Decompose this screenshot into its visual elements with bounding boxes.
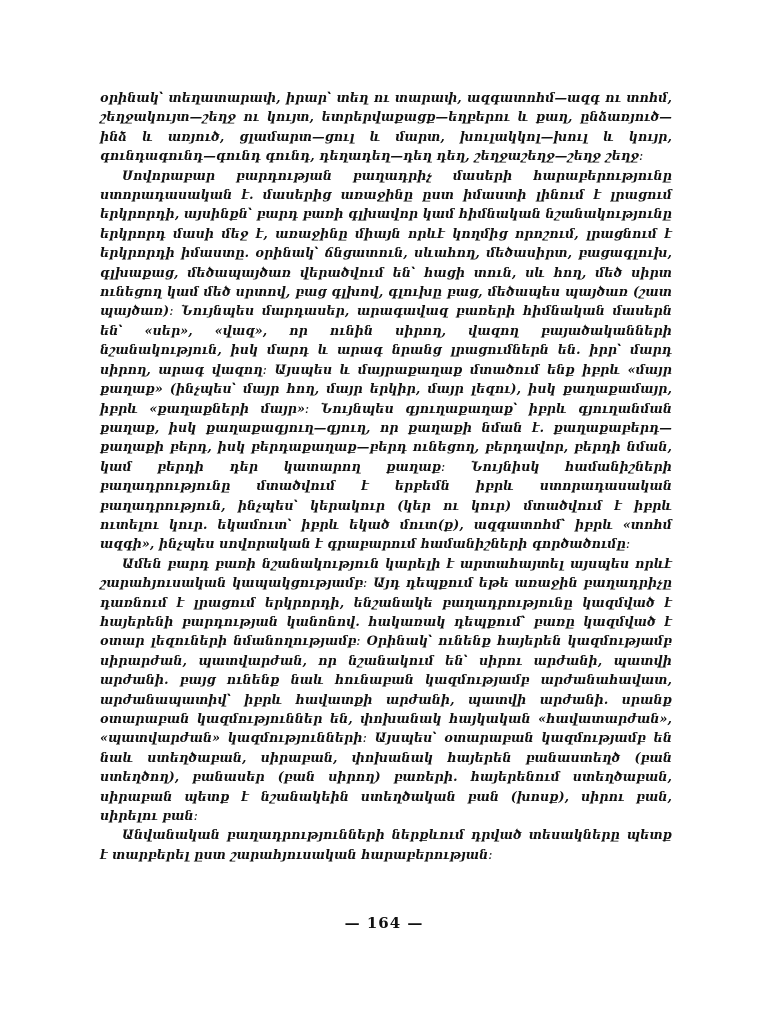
paragraph-2: Սովորաբար բարդության բաղադրիչ մասերի հարաբերությունը ստորադասական է. մասերից առաջինը ըստ իմաստի լինում է լրացում երկրորդի, այսինքն՝ բարդ բառի գլխավոր կամ հիմնական նշանակությունը երկրորդ մասի մեջ է, առաջինը միայն որևէ կողմից որոշում, լրացնում է երկրորդի իմաստը. օրինակ՝ ճնցատուն, սևահող, մեծասիրտ, բացագլուխ, գլխաքաց, մեծապայծառ վերածվում են՝ հացի տուն, սև հող, մեծ սիրտ ունեցող կամ մեծ սրտով, բաց գլխով, գլուխը բաց, մեծապես պայծառ (շատ պայծառ)։ Նույնպես մարդասեր, արագավազ բառերի հիմնական մասերն են՝ «սեր», «վազ», որ ունին սիրող, վազող բայածականների նշանակություն, իսկ մարդ և արագ նրանց լրացումներն են. իրր՝ մարդ սիրող, արագ վազող։ Այսպես և մայրաքաղաք մտածում ենք իբրև «մայր քաղաք» (ինչպես՝ մայր հող, մայր երկիր, մայր լեզու), իսկ քաղաքամայր, իբրև «քաղաքների մայր»։ Նույնպես գյուղաքաղաք՝ իբրև գյուղանման քաղաք, իսկ քաղաքագյուղ—գյուղ, որ քաղաքի նման է. քաղաքաբերդ—քաղաքի բերդ, իսկ բերդաքաղաք—բերդ ունեցող, բերդավոր, բերդի նման, կամ բերդի դեր կատարող քաղաք։ Նույնիսկ համանիշների բաղադրությունը մտածվում է երբեմն իբրև ստորադասական բաղադրություն, ինչպես՝ կերակուր (կեր ու կուր) մտածվում է իբրև ուտելու կուր. եկամուտ՝ իբրև եկած մուտ(ք), ազգատոհմ՝ իբրև «տոհմ ազգի», ինչպես սովորական է գրաբարում համանիշների գործածումը։ (100, 167, 673, 552)
paragraph-4: Անվանական բաղադրությունների ներքևում դրված տեսակները պետք է տարբերել ըստ շարահյուսական հարաբերության։ (100, 827, 672, 862)
page-body (100, 88, 672, 864)
paragraph-3: Ամեն բարդ բառի նշանակություն կարելի է արտահայտել այսպես որևէ շարահյուսական կապակցությամբ։ Այդ դեպքում եթե առաջին բաղադրիչը դառնում է լրացում երկրորդի, ենշանակե բաղադրությունը կազմված է հայերենի բարդության կանոնով. հակառակ դեպքում՝ բառը կազմված է օտար լեզուների նմանողությամբ։ Օրինակ՝ ունենք հայերեն կազմությամբ սիրարժան, պատվարժան, որ նշանակում են՝ սիրու արժանի, պատվի արժանի. բայց ունենք նաև հունաբան կազմությամբ արժանահավատ, արժանապատիվ՝ իբրև հավատքի արժանի, պատվի արժանի. սրանք օտարաբան կազմություններ են, փոխանակ հայկական «հավատարժան», «պատվարժան» կազմությունների։ Այսպես՝ օտարաբան կազմությամբ են նաև ստեղծաբան, սիրաբան, փոխանակ հայերեն բանաստեղծ (բան ստեղծող), բանասեր (բան սիրող) բառերի. հայերենում ստեղծաբան, սիրաբան պետք է նշանակեին ստեղծական բան (խոսք), սիրու բան, սիրելու բան։ (100, 555, 672, 824)
paragraph-1: օրինակ՝ տեղատարափ, իրար՝ տեղ ու տարափ, ազգատոհմ—ազգ ու տոհմ, շեղջակույտ—շեղջ ու կույտ, ետրերվաքացք—եղբերու և քաղ, ընձառյուծ—ինձ և առյուծ, ցլամարտ—ցուլ և մարտ, խուլակկոլ—խուլ և կույր, գունդագունդ—գունդ գունդ, դեղադեղ—դեղ դեղ, շեղջաշեղջ—շեղջ շեղջ։ (100, 90, 672, 164)
page-number: — 164 — (344, 914, 424, 932)
